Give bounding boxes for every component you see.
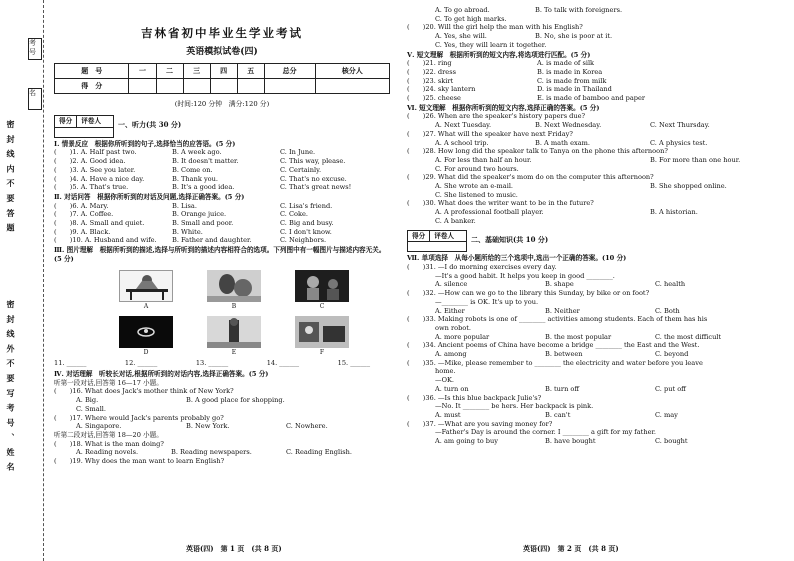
picture-image bbox=[207, 270, 261, 302]
question-37-options bbox=[407, 437, 785, 446]
question-17: ( )17. Where would Jack's parents probably go? bbox=[54, 413, 224, 422]
question-option: A. silence bbox=[435, 280, 468, 289]
question-option: ( )2. A. Good idea. bbox=[54, 157, 126, 166]
question-option: B. A good place for shopping. bbox=[186, 396, 285, 405]
question-29-options bbox=[407, 182, 785, 191]
question-option: A. Reading novels. bbox=[76, 448, 139, 457]
question-option: B. turn off bbox=[545, 384, 580, 393]
picture-image bbox=[119, 270, 173, 302]
question-option: ( )1. A. Half past two. bbox=[54, 148, 137, 157]
question-row bbox=[54, 183, 390, 192]
score-header-cell: 五 bbox=[237, 64, 264, 79]
question-29: ( )29. What did the speaker's mom do on the computer this afternoon? bbox=[407, 173, 654, 182]
question-option: B. Father and daughter. bbox=[172, 236, 252, 245]
picture-image bbox=[295, 270, 349, 302]
question-option: C. Big and busy. bbox=[280, 219, 334, 228]
match-row bbox=[407, 59, 785, 68]
question-31-options bbox=[407, 280, 785, 289]
picture-grid bbox=[116, 270, 390, 358]
match-row bbox=[407, 68, 785, 77]
question-option: A. must bbox=[435, 410, 461, 419]
question-36: ( )36. —Is this blue backpack Julie's? bbox=[407, 393, 542, 402]
question-16: ( )16. What does Jack's mother think of New York? bbox=[54, 387, 234, 396]
scorer-label-grader: 评卷人 bbox=[81, 117, 101, 126]
picture-image bbox=[119, 316, 173, 348]
picture-caption: E bbox=[231, 349, 237, 357]
question-option: C. That's no excuse. bbox=[280, 174, 347, 183]
question-row bbox=[54, 148, 390, 157]
question-option: ( )5. A. That's true. bbox=[54, 183, 129, 192]
question-option: B. New York. bbox=[186, 422, 230, 431]
question-option: B. shape bbox=[545, 280, 574, 289]
question-32: ( )32. —How can we go to the library this Sunday, by bike or on foot? bbox=[407, 289, 650, 298]
picture-image bbox=[295, 316, 349, 348]
question-row bbox=[54, 175, 390, 184]
section-VII-title: Ⅶ. 单项选择 从每小题所给的三个选项中,选出一个正确的答案。(10 分) bbox=[407, 254, 627, 263]
question-option: C. Lisa's friend. bbox=[280, 201, 333, 210]
picture-E bbox=[204, 316, 264, 357]
score-cell[interactable] bbox=[156, 79, 183, 94]
question-option: A. Yes, she will. bbox=[435, 32, 487, 41]
scorer-blank[interactable] bbox=[54, 128, 114, 138]
question-35-line-2: home. bbox=[435, 367, 456, 376]
name-label: 名 bbox=[29, 89, 36, 97]
scorer-blank[interactable] bbox=[407, 242, 467, 252]
question-option: C. put off bbox=[655, 384, 686, 393]
score-cell[interactable] bbox=[129, 79, 156, 94]
question-option: A. Singapore. bbox=[76, 422, 122, 431]
question-option: C. Certainly. bbox=[280, 165, 322, 174]
question-option: B. the most popular bbox=[545, 332, 612, 341]
question-37-line-2: —Father's Day is around the corner. I ________ a gift for my father. bbox=[435, 428, 657, 437]
question-option: B. Next Wednesday. bbox=[535, 121, 602, 130]
score-table-score-row bbox=[55, 79, 390, 94]
question-option: A. For less than half an hour. bbox=[435, 155, 532, 164]
question-36-line-2: —No. It ________ be hers. Her backpack is pink. bbox=[435, 402, 594, 411]
answer-blank-14[interactable]: 14. ______ bbox=[266, 359, 300, 368]
question-option: C. Neighbors. bbox=[280, 236, 327, 245]
question-28-options bbox=[407, 156, 785, 165]
question-option: B. Orange juice. bbox=[172, 210, 227, 219]
question-27-options bbox=[407, 139, 785, 148]
score-cell[interactable] bbox=[210, 79, 237, 94]
question-row bbox=[54, 166, 390, 175]
part2-title: 二、基础知识(共 10 分) bbox=[471, 234, 549, 244]
question-option: B. To talk with foreigners. bbox=[535, 6, 623, 14]
match-item: ( )22. dress bbox=[407, 67, 456, 76]
question-option: ( )3. A. See you later. bbox=[54, 165, 136, 174]
match-item: ( )23. skirt bbox=[407, 76, 454, 85]
exam-title: 吉林省初中毕业生学业考试 bbox=[141, 26, 303, 40]
question-30-options bbox=[407, 208, 785, 217]
scorer-label-score: 得分 bbox=[408, 231, 430, 242]
question-16-options bbox=[54, 396, 390, 405]
page-2-footer: 英语(四) 第 2 页 (共 8 页) bbox=[523, 543, 619, 553]
question-31: ( )31. —I do morning exercises every day. bbox=[407, 262, 557, 271]
question-option: ( )8. A. Small and quiet. bbox=[54, 219, 145, 228]
exam-number-box bbox=[28, 38, 42, 60]
question-18: ( )18. What is the man doing? bbox=[54, 439, 164, 448]
question-option: C. A physics test. bbox=[650, 138, 708, 147]
score-header-cell: 题 号 bbox=[55, 64, 129, 79]
dialog-1-note: 听第一段对话,回答第 16—17 小题。 bbox=[54, 378, 163, 387]
question-28-option-c: C. For around two hours. bbox=[435, 164, 519, 173]
match-row bbox=[407, 77, 785, 86]
question-19-option-c: C. To get high marks. bbox=[435, 14, 507, 23]
section-II-title: Ⅱ. 对话问答 根据你所听到的对话及问题,选择正确答案。(5 分) bbox=[54, 192, 245, 201]
binding-margin bbox=[0, 0, 44, 561]
score-header-cell: 一 bbox=[129, 64, 156, 79]
part1-title: 一、听力(共 30 分) bbox=[118, 120, 182, 130]
match-option: B. is made in Korea bbox=[537, 67, 603, 76]
question-option: C. health bbox=[655, 280, 686, 289]
picture-caption: D bbox=[143, 349, 149, 357]
question-option: B. No, she is poor at it. bbox=[535, 32, 613, 41]
question-row bbox=[54, 202, 390, 211]
question-option: A. To go abroad. bbox=[435, 6, 490, 14]
seal-line-notice-inner: 密 封 线 内 不 要 答 题 bbox=[6, 120, 16, 234]
question-option: A. A school trip. bbox=[435, 138, 489, 147]
question-35-options bbox=[407, 385, 785, 394]
question-option: ( )9. A. Black. bbox=[54, 227, 111, 236]
question-34: ( )34. Ancient poems of China have become a bridge ________ the East and the West. bbox=[407, 341, 700, 350]
score-header-cell: 四 bbox=[210, 64, 237, 79]
answer-blanks bbox=[54, 359, 390, 368]
picture-caption: B bbox=[231, 302, 237, 310]
exam-number-label: 考号 bbox=[29, 39, 36, 57]
picture-F bbox=[292, 316, 352, 357]
question-option: ( )6. A. Mary. bbox=[54, 201, 109, 210]
question-option: B. She shopped online. bbox=[650, 182, 727, 191]
question-option: B. A historian. bbox=[650, 208, 698, 217]
question-26-options bbox=[407, 121, 785, 130]
answer-blank-15[interactable]: 15. ______ bbox=[337, 359, 370, 368]
scorer-box bbox=[54, 115, 114, 138]
seal-line-notice-outer: 密 封 线 外 不 要 写 考 号 、 姓 名 bbox=[6, 300, 16, 473]
match-option: C. is made from milk bbox=[537, 76, 607, 85]
question-option: B. White. bbox=[172, 227, 203, 236]
answer-blank-12[interactable]: 12. ______ bbox=[124, 359, 158, 368]
question-option: B. A week ago. bbox=[172, 148, 222, 157]
picture-caption: F bbox=[319, 349, 325, 357]
page-1 bbox=[46, 0, 396, 561]
question-20-options bbox=[407, 32, 785, 41]
question-option: B. Small and poor. bbox=[172, 219, 234, 228]
score-cell[interactable] bbox=[183, 79, 210, 94]
question-option: C. beyond bbox=[655, 350, 689, 359]
question-30-option-c: C. A banker. bbox=[435, 216, 476, 225]
question-option: C. Both bbox=[655, 306, 680, 315]
section-II-questions bbox=[54, 202, 390, 246]
question-option: C. This way, please. bbox=[280, 157, 346, 166]
question-35-line-3: —OK. bbox=[435, 376, 455, 385]
match-option: A. is made of silk bbox=[537, 59, 595, 68]
question-option: B. Neither bbox=[545, 306, 580, 315]
picture-B bbox=[204, 270, 264, 311]
score-header-cell: 总分 bbox=[264, 64, 315, 79]
question-option: ( )4. A. Have a nice day. bbox=[54, 174, 145, 183]
section-I-title: Ⅰ. 情景反应 根据你所听到的句子,选择恰当的应答语。(5 分) bbox=[54, 139, 236, 148]
scorer-label-grader: 评卷人 bbox=[434, 231, 454, 240]
question-option: B. can't bbox=[545, 410, 571, 419]
part2-header bbox=[407, 230, 785, 253]
score-header-cell: 三 bbox=[183, 64, 210, 79]
question-18-options bbox=[54, 448, 390, 457]
question-36-options bbox=[407, 411, 785, 420]
question-32-options bbox=[407, 307, 785, 316]
question-option: C. bought bbox=[655, 437, 688, 446]
question-27: ( )27. What will the speaker have next Friday? bbox=[407, 129, 573, 138]
match-item: ( )25. cheese bbox=[407, 94, 461, 103]
question-row bbox=[54, 210, 390, 219]
page-1-footer: 英语(四) 第 1 页 (共 8 页) bbox=[186, 543, 282, 553]
question-16-option-c: C. Small. bbox=[76, 404, 107, 413]
picture-caption: A bbox=[143, 302, 149, 310]
question-row bbox=[54, 236, 390, 245]
section-V-questions bbox=[407, 59, 785, 103]
question-19: ( )19. Why does the man want to learn English? bbox=[54, 457, 225, 466]
question-32-line-2: —________ is OK. It's up to you. bbox=[435, 297, 539, 306]
section-IV-title: Ⅳ. 对话理解 听较长对话,根据所听到的对话内容,选择正确答案。(5 分) bbox=[54, 370, 269, 379]
question-option: A. A professional football player. bbox=[435, 208, 544, 217]
question-option: A. am going to buy bbox=[435, 437, 499, 446]
question-option: B. Lisa. bbox=[172, 201, 197, 210]
picture-D bbox=[116, 316, 176, 357]
question-30: ( )30. What does the writer want to be in the future? bbox=[407, 199, 594, 208]
question-option: B. A math exam. bbox=[535, 138, 590, 147]
question-33-options bbox=[407, 333, 785, 342]
name-box bbox=[28, 88, 42, 110]
section-III-title: Ⅲ. 图片理解 根据所听到的描述,选择与所听到的描述内容相符合的选项。下列图中有一幅图片与描述内容无关。(5 分) bbox=[54, 246, 386, 263]
score-table-header-row bbox=[55, 64, 390, 79]
question-option: A. Next Tuesday. bbox=[435, 121, 492, 130]
score-table bbox=[54, 63, 390, 94]
question-row bbox=[54, 228, 390, 237]
picture-caption: C bbox=[319, 302, 325, 310]
question-option: A. Either bbox=[435, 306, 465, 315]
question-option: B. Come on. bbox=[172, 165, 213, 174]
match-option: E. is made of bamboo and paper bbox=[537, 94, 646, 103]
match-item: ( )21. ring bbox=[407, 59, 452, 68]
question-20-option-c: C. Yes, they will learn it together. bbox=[435, 40, 547, 49]
question-31-line-2: —It's a good habit. It helps you keep in good ________. bbox=[435, 271, 615, 280]
question-row bbox=[54, 157, 390, 166]
question-29-option-c: C. She listened to music. bbox=[435, 190, 518, 199]
question-option: C. the most difficult bbox=[655, 332, 722, 341]
score-header-cell: 核分人 bbox=[315, 64, 390, 79]
question-33-line-2: own robot. bbox=[435, 323, 472, 332]
picture-image bbox=[207, 316, 261, 348]
question-option: B. between bbox=[545, 350, 583, 359]
question-option: A. more popular bbox=[435, 332, 490, 341]
question-option: ( )10. A. Husband and wife. bbox=[54, 236, 157, 245]
scorer-box bbox=[407, 230, 467, 253]
match-row bbox=[407, 94, 785, 103]
question-34-options bbox=[407, 350, 785, 359]
score-header-cell: 二 bbox=[156, 64, 183, 79]
question-option: C. Nowhere. bbox=[286, 422, 328, 431]
match-item: ( )24. sky lantern bbox=[407, 85, 476, 94]
section-VI-title: Ⅵ. 短文理解 根据你所听到的短文内容,选择正确的答案。(5 分) bbox=[407, 103, 600, 112]
question-option: C. That's great news! bbox=[280, 183, 352, 192]
question-option: A. turn on bbox=[435, 384, 469, 393]
answer-blank-13[interactable]: 13. ______ bbox=[195, 359, 229, 368]
question-option: A. Big. bbox=[76, 396, 99, 405]
part1-header bbox=[54, 115, 390, 138]
question-26: ( )26. When are the speaker's history papers due? bbox=[407, 112, 586, 121]
question-option: B. Reading newspapers. bbox=[171, 448, 252, 457]
question-option: C. may bbox=[655, 410, 678, 419]
picture-C bbox=[292, 270, 352, 311]
question-20: ( )20. Will the girl help the man with his English? bbox=[407, 23, 583, 32]
question-19-options bbox=[407, 6, 785, 15]
question-33: ( )33. Making robots is one of ________ activities among students. Each of them has his bbox=[407, 315, 708, 324]
question-option: C. Next Thursday. bbox=[650, 121, 710, 130]
question-37: ( )37. —What are you saving money for? bbox=[407, 419, 553, 428]
question-option: B. It's a good idea. bbox=[172, 183, 235, 192]
section-I-questions bbox=[54, 148, 390, 192]
page-2 bbox=[403, 0, 791, 561]
scorer-label-score: 得分 bbox=[55, 116, 77, 127]
question-28: ( )28. How long did the speaker talk to Tanya on the phone this afternoon? bbox=[407, 147, 668, 156]
score-cell[interactable] bbox=[315, 79, 390, 94]
question-option: C. Coke. bbox=[280, 210, 309, 219]
question-option: A. among bbox=[435, 350, 467, 359]
exam-subtitle: 英语模拟试卷(四) bbox=[186, 47, 258, 58]
match-row bbox=[407, 85, 785, 94]
question-35: ( )35. —Mike, please remember to ________ the electricity and water before you leave bbox=[407, 358, 703, 367]
score-row-label: 得 分 bbox=[55, 79, 129, 94]
question-17-options bbox=[54, 422, 390, 431]
question-row bbox=[54, 219, 390, 228]
question-option: C. Reading English. bbox=[286, 448, 352, 457]
section-V-title: Ⅴ. 短文理解 根据所听到的短文内容,将选项进行匹配。(5 分) bbox=[407, 50, 591, 59]
question-option: C. In June. bbox=[280, 148, 316, 157]
question-option: A. She wrote an e-mail. bbox=[435, 182, 514, 191]
match-option: D. is made in Thailand bbox=[537, 85, 612, 94]
score-cell[interactable] bbox=[264, 79, 315, 94]
question-option: B. It doesn't matter. bbox=[172, 157, 239, 166]
question-option: ( )7. A. Coffee. bbox=[54, 210, 114, 219]
score-cell[interactable] bbox=[237, 79, 264, 94]
answer-blank-11[interactable]: 11. ______ bbox=[54, 359, 87, 368]
dialog-2-note: 听第二段对话,回答第 18—20 小题。 bbox=[54, 431, 163, 439]
time-note: (时间:120 分钟 满分:120 分) bbox=[174, 100, 270, 109]
question-option: B. For more than one hour. bbox=[650, 155, 741, 164]
question-option: B. Thank you. bbox=[172, 174, 218, 183]
question-option: B. have bought bbox=[545, 437, 596, 446]
picture-A bbox=[116, 270, 176, 311]
question-option: C. I don't know. bbox=[280, 227, 332, 236]
